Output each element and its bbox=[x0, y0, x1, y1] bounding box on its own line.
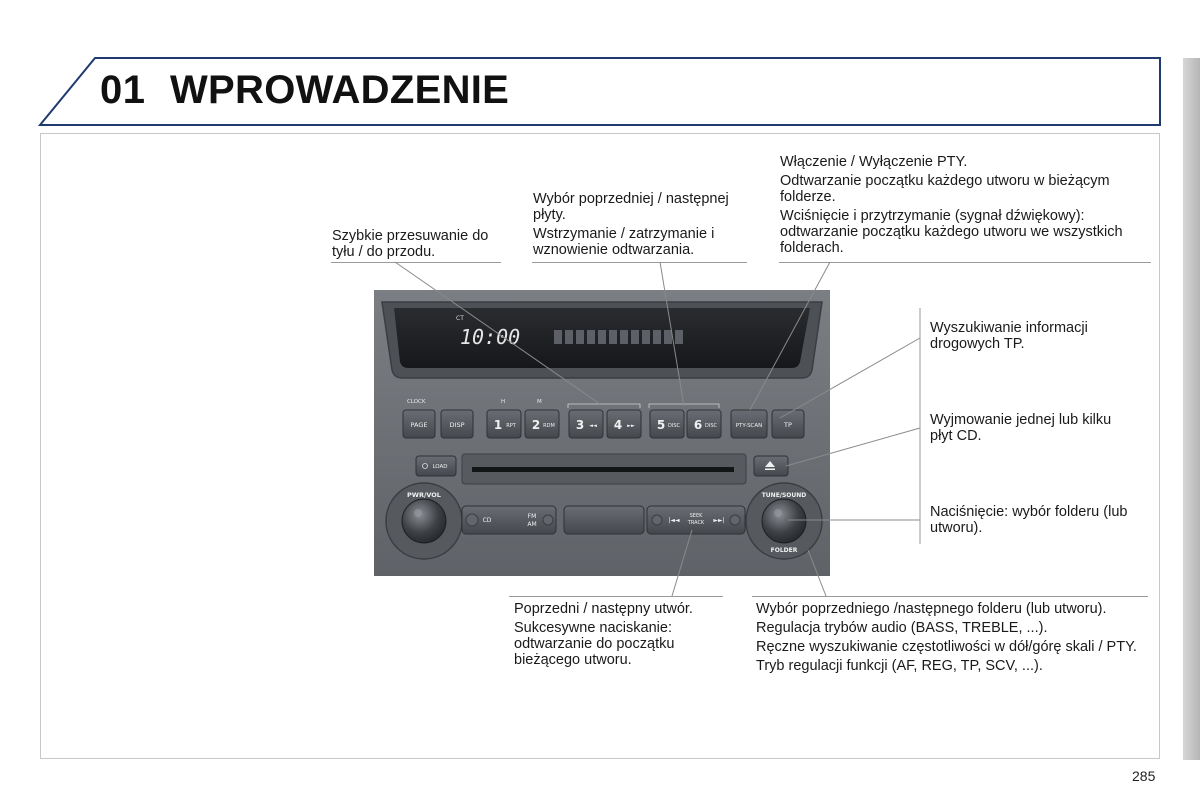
button-label: PAGE bbox=[410, 421, 428, 429]
callout-text: Wciśnięcie i przytrzymanie (sygnał dźwiękowy): odtwarzanie początku każdego utworu we wszystkich folderach. bbox=[780, 208, 1123, 256]
seek-forward-icon: ►►| bbox=[713, 517, 725, 524]
callout-text: Odtwarzanie początku każdego utworu w bieżącym folderze. bbox=[780, 173, 1110, 205]
callout-text: Wybór poprzedniej / następnej płyty. bbox=[533, 191, 729, 223]
callout-text: Szybkie przesuwanie do tyłu / do przodu. bbox=[332, 228, 489, 260]
button-label: 1 bbox=[493, 418, 503, 432]
folder-label: FOLDER bbox=[770, 547, 798, 554]
display-ct: CT bbox=[456, 315, 464, 322]
leader-fast-seek bbox=[395, 262, 600, 404]
button-label: 2 bbox=[531, 418, 541, 432]
page-number: 285 bbox=[1132, 768, 1156, 784]
button-label: DISP bbox=[449, 421, 465, 429]
am-label: AM bbox=[527, 521, 537, 528]
clock-label: CLOCK bbox=[407, 399, 426, 405]
button-sublabel: DISC bbox=[705, 423, 717, 429]
button-sublabel: ►► bbox=[627, 423, 635, 429]
leader-pty bbox=[750, 262, 830, 410]
display-time: 10:00 bbox=[460, 325, 521, 349]
callout-text: Poprzedni / następny utwór. bbox=[514, 601, 693, 617]
fm-label: FM bbox=[527, 513, 537, 520]
hour-label: H bbox=[501, 399, 506, 405]
button-label: TP bbox=[784, 421, 792, 429]
leader-track bbox=[672, 530, 692, 596]
button-label: 3 bbox=[575, 418, 585, 432]
button-label: PTY-SCAN bbox=[735, 423, 763, 429]
button-label: 5 bbox=[656, 418, 666, 432]
callout-text: Naciśnięcie: wybór folderu (lub utworu). bbox=[930, 504, 1128, 536]
chapter-title: WPROWADZENIE bbox=[170, 68, 510, 112]
leader-disc-select bbox=[660, 262, 684, 406]
callout-text: Ręczne wyszukiwanie częstotliwości w dół/górę skali / PTY. bbox=[756, 639, 1137, 655]
button-sublabel: RPT bbox=[506, 423, 516, 429]
button-label: 4 bbox=[613, 418, 623, 432]
button-label: 6 bbox=[693, 418, 703, 432]
minute-label: M bbox=[537, 399, 542, 405]
callout-text: Włączenie / Wyłączenie PTY. bbox=[780, 154, 968, 170]
callout-text: Wybór poprzedniego /następnego folderu (lub utworu). bbox=[756, 601, 1107, 617]
callout-text: Regulacja trybów audio (BASS, TREBLE, ...). bbox=[756, 620, 1048, 636]
callout-text: Wstrzymanie / zatrzymanie i wznowienie odtwarzania. bbox=[533, 226, 715, 258]
seek-back-icon: |◄◄ bbox=[668, 517, 680, 524]
tune-sound-label: TUNE/SOUND bbox=[761, 492, 807, 499]
callout-text: Wyszukiwanie informacji drogowych TP. bbox=[930, 320, 1088, 352]
button-sublabel: ◄◄ bbox=[589, 423, 597, 429]
pwr-vol-label: PWR/VOL bbox=[407, 491, 441, 499]
leader-tp bbox=[780, 338, 920, 418]
callout-text: Wyjmowanie jednej lub kilku płyt CD. bbox=[930, 412, 1112, 444]
callout-text: Tryb regulacji funkcji (AF, REG, TP, SCV, ...). bbox=[756, 658, 1043, 674]
button-sublabel: RDM bbox=[543, 423, 555, 429]
button-label: LOAD bbox=[432, 464, 448, 470]
button-sublabel: DISC bbox=[668, 423, 680, 429]
track-label: TRACK bbox=[687, 520, 705, 526]
chapter-number: 01 bbox=[100, 68, 146, 112]
leader-eject bbox=[786, 428, 920, 466]
seek-label: SEEK bbox=[689, 513, 703, 519]
leader-tune-sound bbox=[808, 550, 826, 596]
callout-text: Sukcesywne naciskanie: odtwarzanie do początku bieżącego utworu. bbox=[514, 620, 675, 668]
cd-label: CD bbox=[482, 517, 492, 524]
